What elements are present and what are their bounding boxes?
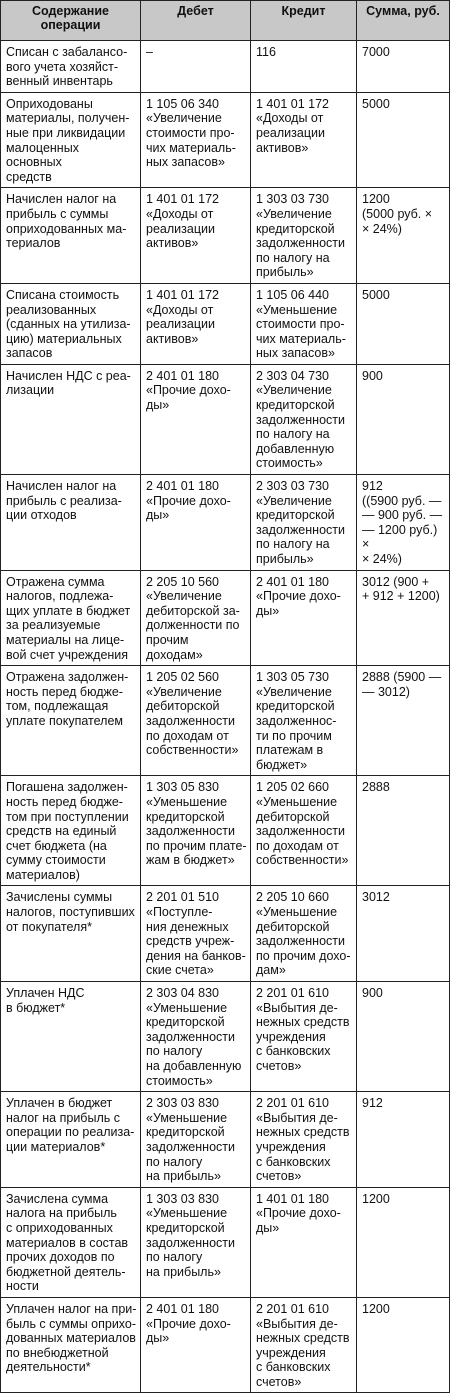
cell-operation: Погашена задолжен- ность перед бюдже- том при поступлении средств на единый счет бюджета (на сумму стоимости материалов) (1, 776, 141, 886)
cell-credit: 2 201 01 610 «Выбытия де- нежных средств учреждения с банковских счетов» (251, 1297, 357, 1393)
table-row (1, 1092, 450, 1188)
cell-debit: 1 105 06 340 «Увеличение стоимости про- чих материаль- ных запасов» (141, 92, 251, 188)
cell-operation: Списан с забалансо- вого учета хозяйст- венный инвентарь (1, 41, 141, 93)
table-row (1, 1187, 450, 1297)
cell-debit: 1 401 01 172 «Доходы от реализации активов» (141, 283, 251, 364)
cell-credit: 2 303 03 730 «Увеличение кредиторской задолженности по налогу на прибыль» (251, 475, 357, 571)
header-credit: Кредит (251, 1, 357, 41)
table-row (1, 41, 450, 93)
header-operation: Содержание операции (1, 1, 141, 41)
table-row (1, 1297, 450, 1393)
cell-operation: Начислен НДС с реа- лизации (1, 364, 141, 474)
cell-credit: 2 303 04 730 «Увеличение кредиторской задолженности по налогу на добавленную стоимость» (251, 364, 357, 474)
cell-credit: 1 105 06 440 «Уменьшение стоимости про- чих материаль- ных запасов» (251, 283, 357, 364)
cell-debit: 1 205 02 560 «Увеличение дебиторской задолженности по доходам от собственности» (141, 666, 251, 776)
cell-operation: Списана стоимость реализованных (сданных на утилиза- цию) материальных запасов (1, 283, 141, 364)
cell-credit: 2 201 01 610 «Выбытия де- нежных средств учреждения с банковских счетов» (251, 982, 357, 1092)
table-row (1, 886, 450, 982)
cell-credit: 1 205 02 660 «Уменьшение дебиторской задолженности по доходам от собственности» (251, 776, 357, 886)
cell-sum: 912 (357, 1092, 450, 1188)
cell-debit: 2 401 01 180 «Прочие дохо- ды» (141, 1297, 251, 1393)
cell-operation: Зачислена сумма налога на прибыль с оприходованных материалов в состав прочих доходов по бюджетной деятель- ности (1, 1187, 141, 1297)
cell-operation: Зачислены суммы налогов, поступивших от покупателя* (1, 886, 141, 982)
table-row (1, 283, 450, 364)
header-debit: Дебет (141, 1, 251, 41)
cell-sum: 5000 (357, 283, 450, 364)
cell-operation: Начислен налог на прибыль с суммы оприходованных ма- териалов (1, 188, 141, 284)
cell-sum: 3012 (900 + + 912 + 1200) (357, 570, 450, 666)
cell-sum: 1200 (357, 1187, 450, 1297)
table-body (1, 41, 450, 1393)
cell-sum: 1200 (357, 1297, 450, 1393)
cell-credit: 116 (251, 41, 357, 93)
cell-credit: 1 303 03 730 «Увеличение кредиторской задолженности по налогу на прибыль» (251, 188, 357, 284)
table-row (1, 666, 450, 776)
table-row (1, 776, 450, 886)
cell-operation: Оприходованы материалы, получен- ные при ликвидации малоценных основных средств (1, 92, 141, 188)
cell-credit: 1 303 05 730 «Увеличение кредиторской задолженнос- ти по прочим платежам в бюджет» (251, 666, 357, 776)
cell-credit: 2 205 10 660 «Уменьшение дебиторской задолженности по прочим дохо- дам» (251, 886, 357, 982)
cell-debit: 2 201 01 510 «Поступле- ния денежных средств учреж- дения на банков- ские счета» (141, 886, 251, 982)
cell-credit: 2 401 01 180 «Прочие дохо- ды» (251, 570, 357, 666)
cell-operation: Уплачен налог на при- быль с суммы оприхо- дованных материалов по внебюджетной деятельности* (1, 1297, 141, 1393)
cell-sum: 7000 (357, 41, 450, 93)
cell-debit: 1 303 03 830 «Уменьшение кредиторской задолженности по налогу на прибыль» (141, 1187, 251, 1297)
cell-debit: 1 401 01 172 «Доходы от реализации активов» (141, 188, 251, 284)
cell-credit: 2 201 01 610 «Выбытия де- нежных средств учреждения с банковских счетов» (251, 1092, 357, 1188)
cell-credit: 1 401 01 180 «Прочие дохо- ды» (251, 1187, 357, 1297)
table-row (1, 475, 450, 571)
cell-debit: 2 401 01 180 «Прочие дохо- ды» (141, 475, 251, 571)
cell-sum: 900 (357, 982, 450, 1092)
cell-operation: Уплачен НДС в бюджет* (1, 982, 141, 1092)
cell-sum: 5000 (357, 92, 450, 188)
cell-sum: 2888 (357, 776, 450, 886)
cell-operation: Уплачен в бюджет налог на прибыль с операции по реализа- ции материалов* (1, 1092, 141, 1188)
table-row (1, 92, 450, 188)
cell-debit: 2 303 03 830 «Уменьшение кредиторской задолженности по налогу на прибыль» (141, 1092, 251, 1188)
cell-credit: 1 401 01 172 «Доходы от реализации активов» (251, 92, 357, 188)
header-sum: Сумма, руб. (357, 1, 450, 41)
cell-debit: 2 401 01 180 «Прочие дохо- ды» (141, 364, 251, 474)
table-row (1, 364, 450, 474)
table-row (1, 570, 450, 666)
cell-debit: 2 205 10 560 «Увеличение дебиторской за- долженности по прочим доходам» (141, 570, 251, 666)
table-row (1, 188, 450, 284)
cell-operation: Отражена сумма налогов, подлежа- щих уплате в бюджет за реализуемые материалы на лице- вой счет учреждения (1, 570, 141, 666)
cell-operation: Отражена задолжен- ность перед бюдже- том, подлежащая уплате покупателем (1, 666, 141, 776)
cell-sum: 900 (357, 364, 450, 474)
table-row (1, 982, 450, 1092)
cell-operation: Начислен налог на прибыль с реализа- ции отходов (1, 475, 141, 571)
cell-sum: 1200 (5000 руб. × × 24%) (357, 188, 450, 284)
cell-sum: 2888 (5900 — — 3012) (357, 666, 450, 776)
cell-sum: 912 ((5900 руб. — — 900 руб. — — 1200 руб.) × × 24%) (357, 475, 450, 571)
cell-debit: 2 303 04 830 «Уменьшение кредиторской задолженности по налогу на добавленную стоимость» (141, 982, 251, 1092)
cell-debit: 1 303 05 830 «Уменьшение кредиторской задолженности по прочим плате- жам в бюджет» (141, 776, 251, 886)
cell-debit: – (141, 41, 251, 93)
header-row (1, 1, 450, 41)
cell-sum: 3012 (357, 886, 450, 982)
